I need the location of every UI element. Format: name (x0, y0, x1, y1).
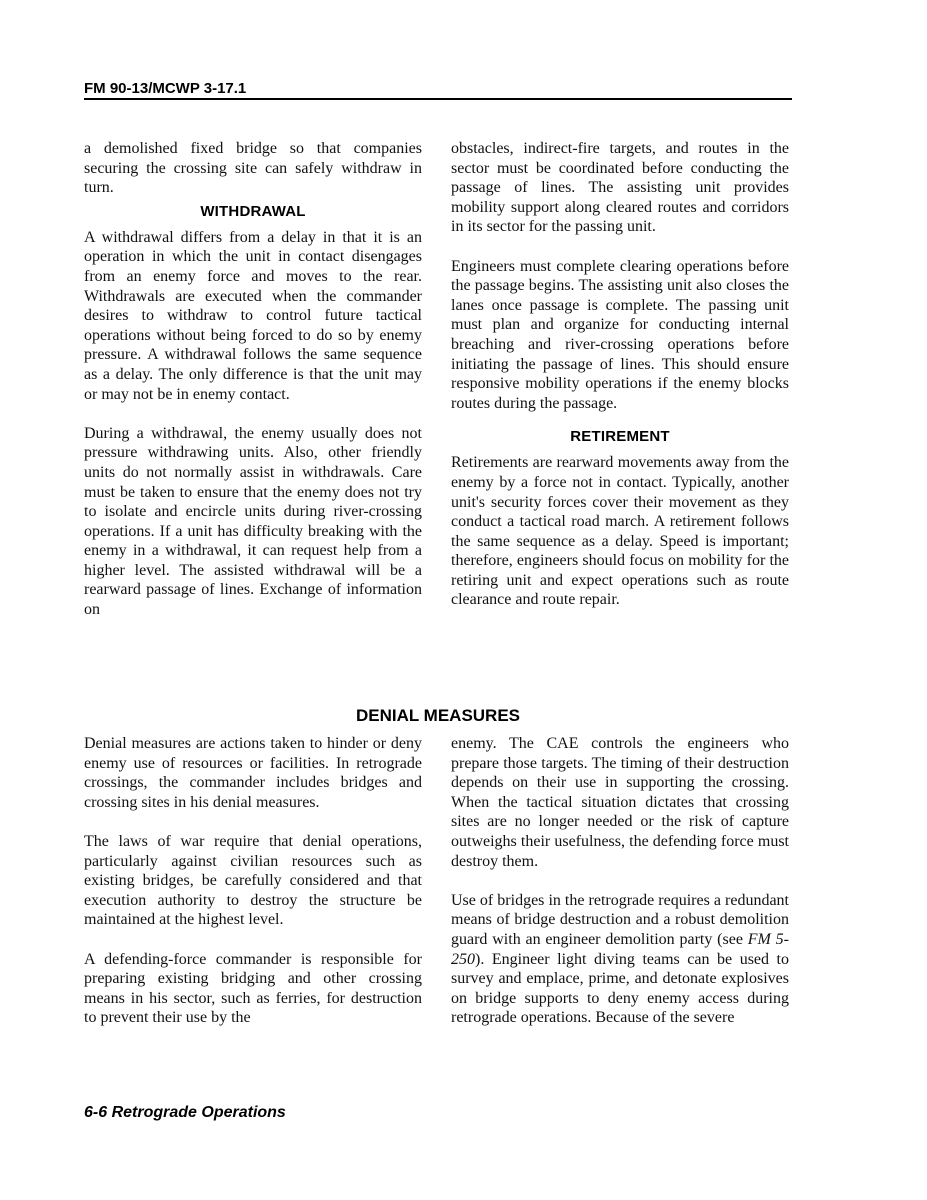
paragraph-text: Use of bridges in the retrograde requires a redundant means of bridge destruction and a robust demolition guard with an engineer demolition party (see (451, 891, 789, 948)
right-column-bottom (451, 734, 789, 1028)
right-column-top (451, 139, 789, 610)
header-rule (84, 98, 792, 100)
paragraph: A defending-force commander is responsible for preparing existing bridging and other crossing means in his sector, such as ferries, for destruction to prevent their use by the (84, 950, 422, 1027)
paragraph: Denial measures are actions taken to hinder or deny enemy use of resources or facilities. In retrograde crossings, the commander includes bridges and crossing sites in his denial measures. (84, 735, 422, 811)
running-header: FM 90-13/MCWP 3-17.1 (84, 80, 247, 97)
retirement-heading: RETIREMENT (570, 428, 670, 446)
left-column-top (84, 139, 422, 620)
left-column-bottom (84, 734, 422, 1028)
paragraph: A withdrawal differs from a delay in that it is an operation in which the unit in contact disengages from an enemy force and moves to the rear. Withdrawals are executed when the commander desires to withdraw to control future tactical operations without being forced to do so by enemy pressure. A withdrawal follows the same sequence as a delay. The only difference is that the unit may or may not be in enemy contact. (84, 228, 422, 403)
paragraph: The laws of war require that denial operations, particularly against civilian resources such as existing bridges, be carefully considered and that execution authority to destroy the structure be maintained at the highest level. (84, 832, 422, 929)
paragraph-text: ). Engineer light diving teams can be used to survey and emplace, prime, and detonate explosives on bridge supports to deny enemy access during retrograde operations. Because of the severe (451, 950, 789, 1027)
paragraph: enemy. The CAE controls the engineers who prepare those targets. The timing of their destruction depends on their use in supporting the crossing. When the tactical situation dictates that crossing sites are no longer needed or the risk of capture outweighs their usefulness, the defending force must destroy them. (451, 735, 789, 870)
denial-measures-heading: DENIAL MEASURES (355, 706, 521, 725)
paragraph: Engineers must complete clearing operations before the passage begins. The assisting unit also closes the lanes once passage is complete. The passing unit must plan and organize for conducting internal breaching and river-crossing operations before initiating the passage of lines. This should ensure responsive mobility operations if the enemy blocks routes during the passage. (451, 257, 789, 412)
paragraph: Retirements are rearward movements away from the enemy by a force not in contact. Typically, another unit's security forces cover their movement as they conduct a tactical road march. A retirement follows the same sequence as a delay. Speed is important; therefore, engineers should focus on mobility for the retiring unit and expect operations such as route clearance and route repair. (451, 454, 789, 609)
paragraph (451, 891, 789, 1028)
paragraph: a demolished fixed bridge so that companies securing the crossing site can safely withdraw in turn. (84, 140, 422, 197)
running-footer: 6-6 Retrograde Operations (84, 1104, 286, 1121)
paragraph: obstacles, indirect-fire targets, and routes in the sector must be coordinated before conducting the passage of lines. The assisting unit provides mobility support along cleared routes and corridors in its sector for the passing unit. (451, 140, 789, 236)
paragraph: During a withdrawal, the enemy usually does not pressure withdrawing units. Also, other friendly units do not normally assist in withdrawals. Care must be taken to ensure that the enemy does not try to isolate and encircle units during river-crossing operations. If a unit has difficulty breaking with the enemy in a withdrawal, it can request help from a higher level. The assisted withdrawal will be a rearward passage of lines. Exchange of information on (84, 424, 422, 619)
fm-reference: FM 5-250 (451, 930, 789, 968)
withdrawal-heading: WITHDRAWAL (200, 202, 306, 220)
